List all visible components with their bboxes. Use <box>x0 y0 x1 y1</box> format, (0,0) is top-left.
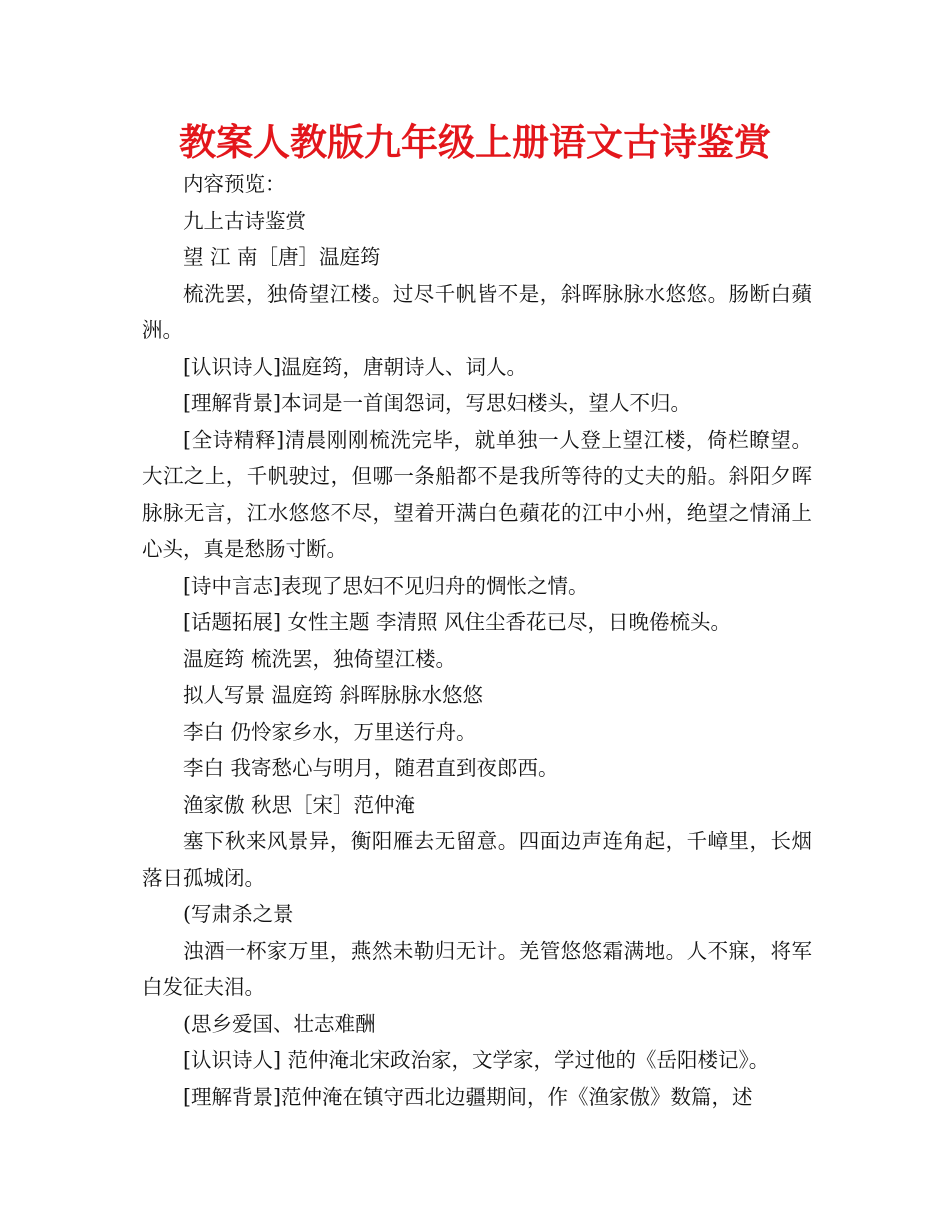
section-heading: 九上古诗鉴赏 <box>183 208 306 233</box>
example-line: 李白 我寄愁心与明月，随君直到夜郎西。 <box>183 756 559 780</box>
poet-info: [认识诗人]温庭筠，唐朝诗人、词人。 <box>183 354 527 379</box>
annotation: (思乡爱国、壮志难酬 <box>183 1011 376 1036</box>
example-line: 李白 仍怜家乡水，万里送行舟。 <box>183 719 477 744</box>
poet-info: [认识诗人] 范仲淹北宋政治家，文学家，学过他的《岳阳楼记》。 <box>183 1048 770 1072</box>
poem-title: 望 江 南［唐］温庭筠 <box>183 245 381 269</box>
poem-interpretation: [全诗精释]清晨刚刚梳洗完毕，就单独一人登上望江楼，倚栏瞭望。大江之上，千帆驶过，但哪一条船都不是我所等待的丈夫的船。斜阳夕晖脉脉无言，江水悠悠不尽，望着开满白色蘋花的江中小州，绝望之情涌上心头，真是愁肠寸断。 <box>142 427 812 561</box>
background-info: [理解背景]范仲淹在镇守西北边疆期间，作《渔家傲》数篇，述 <box>183 1084 753 1109</box>
poem-title: 渔家傲 秋思［宋］范仲淹 <box>183 792 416 817</box>
annotation: (写肃杀之景 <box>183 902 294 926</box>
document-title: 教案人教版九年级上册语文古诗鉴赏 <box>179 121 771 164</box>
background-info: [理解背景]本词是一首闺怨词，写思妇楼头，望人不归。 <box>183 391 691 415</box>
poem-text: 浊酒一杯家万里，燕然未勒归无计。羌管悠悠霜满地。人不寐，将军白发征夫泪。 <box>142 938 812 999</box>
poem-text: 塞下秋来风景异，衡阳雁去无留意。四面边声连角起，千嶂里，长烟落日孤城闭。 <box>142 829 812 890</box>
document-body <box>142 166 812 1115</box>
preview-label: 内容预览： <box>183 172 286 196</box>
example-line: 拟人写景 温庭筠 斜晖脉脉水悠悠 <box>183 683 484 707</box>
topic-extension: [话题拓展] 女性主题 李清照 风住尘香花已尽，日晚倦梳头。 <box>183 610 732 634</box>
example-line: 温庭筠 梳洗罢，独倚望江楼。 <box>183 646 457 671</box>
poem-theme: [诗中言志]表现了思妇不见归舟的惆怅之情。 <box>183 573 589 598</box>
poem-text: 梳洗罢，独倚望江楼。过尽千帆皆不是，斜晖脉脉水悠悠。肠断白蘋洲。 <box>142 281 812 342</box>
